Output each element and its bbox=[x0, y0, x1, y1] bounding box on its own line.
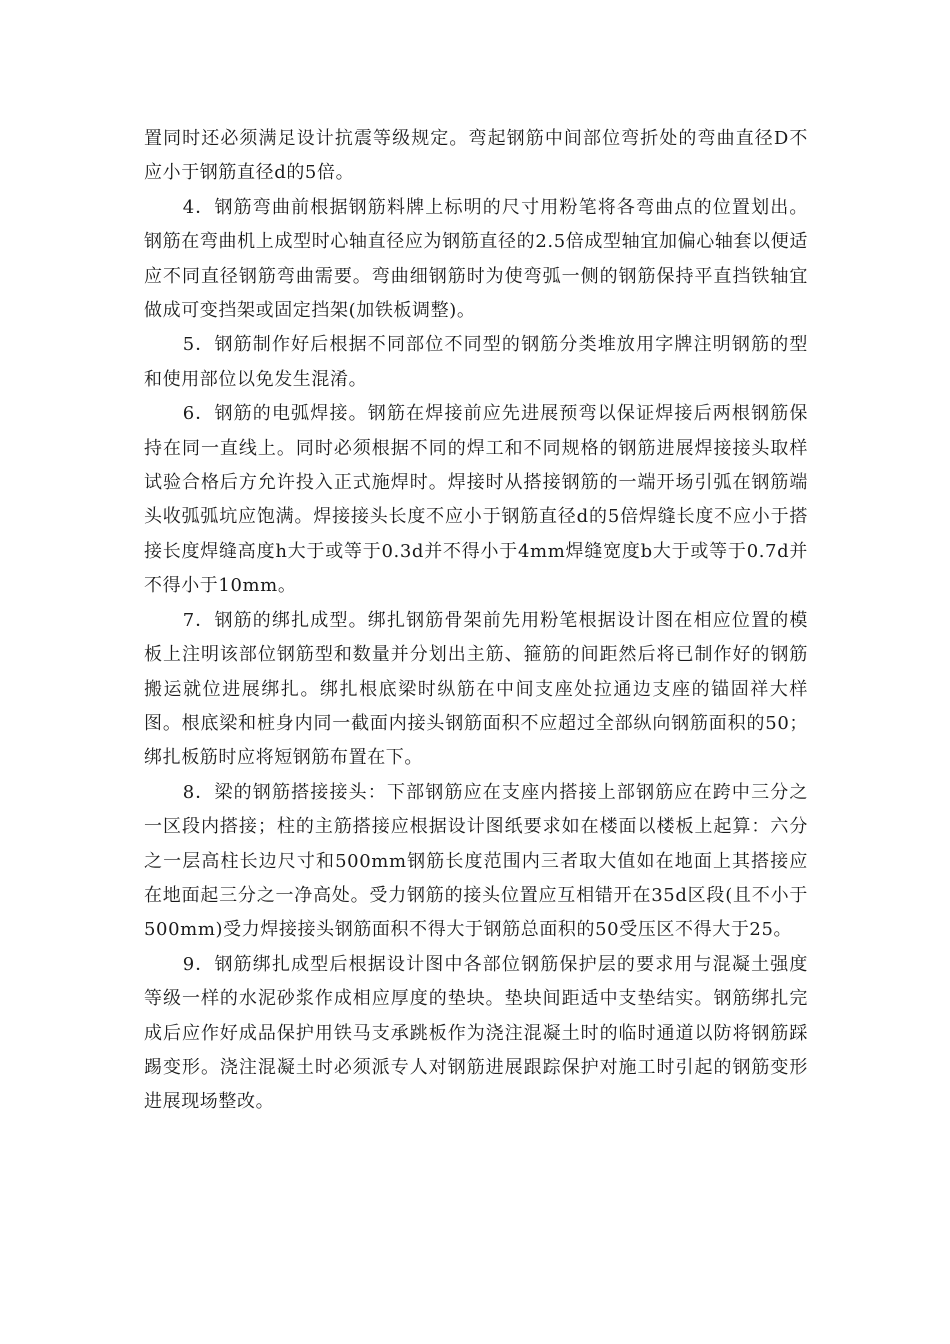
paragraph-item-5: 5．钢筋制作好后根据不同部位不同型的钢筋分类堆放用字牌注明钢筋的型和使用部位以免发生混淆。 bbox=[144, 334, 808, 390]
paragraph-item-4: 4．钢筋弯曲前根据钢筋料牌上标明的尺寸用粉笔将各弯曲点的位置划出。钢筋在弯曲机上成型时心轴直径应为钢筋直径的2.5倍成型轴宜加偏心轴套以便适应不同直径钢筋弯曲需要。弯曲细钢筋时为使弯弧一侧的钢筋保持平直挡铁轴宜做成可变挡架或固定挡架(加铁板调整)。 bbox=[144, 196, 808, 322]
paragraph-item-9: 9．钢筋绑扎成型后根据设计图中各部位钢筋保护层的要求用与混凝土强度等级一样的水泥砂浆作成相应厚度的垫块。垫块间距适中支垫结实。钢筋绑扎完成后应作好成品保护用铁马支承跳板作为浇注混凝土时的临时通道以防将钢筋踩踢变形。浇注混凝土时必须派专人对钢筋进展跟踪保护对施工时引起的钢筋变形进展现场整改。 bbox=[144, 953, 808, 1113]
paragraph-item-8: 8．梁的钢筋搭接接头：下部钢筋应在支座内搭接上部钢筋应在跨中三分之一区段内搭接；柱的主筋搭接应根据设计图纸要求如在楼面以楼板上起算：六分之一层高柱长边尺寸和500mm钢筋长度范围内三者取大值如在地面上其搭接应在地面起三分之一净高处。受力钢筋的接头位置应互相错开在35d区段(且不小于500mm)受力焊接接头钢筋面积不得大于钢筋总面积的50受压区不得大于25。 bbox=[144, 781, 808, 941]
paragraph-continuation: 置同时还必须满足设计抗震等级规定。弯起钢筋中间部位弯折处的弯曲直径D不应小于钢筋直径d的5倍。 bbox=[144, 128, 808, 184]
document-body bbox=[144, 122, 808, 1120]
paragraph-item-7: 7．钢筋的绑扎成型。绑扎钢筋骨架前先用粉笔根据设计图在相应位置的模板上注明该部位钢筋型和数量并分划出主筋、箍筋的间距然后将已制作好的钢筋搬运就位进展绑扎。绑扎根底梁时纵筋在中间支座处拉通边支座的锚固祥大样图。根底梁和桩身内同一截面内接头钢筋面积不应超过全部纵向钢筋面积的50；绑扎板筋时应将短钢筋布置在下。 bbox=[144, 609, 808, 769]
paragraph-item-6: 6．钢筋的电弧焊接。钢筋在焊接前应先进展预弯以保证焊接后两根钢筋保持在同一直线上。同时必须根据不同的焊工和不同规格的钢筋进展焊接接头取样试验合格后方允许投入正式施焊时。焊接时从搭接钢筋的一端开场引弧在钢筋端头收弧弧坑应饱满。焊接接头长度不应小于钢筋直径d的5倍焊缝长度不应小于搭接长度焊缝高度h大于或等于0.3d并不得小于4mm焊缝宽度b大于或等于0.7d并不得小于10mm。 bbox=[144, 403, 808, 597]
